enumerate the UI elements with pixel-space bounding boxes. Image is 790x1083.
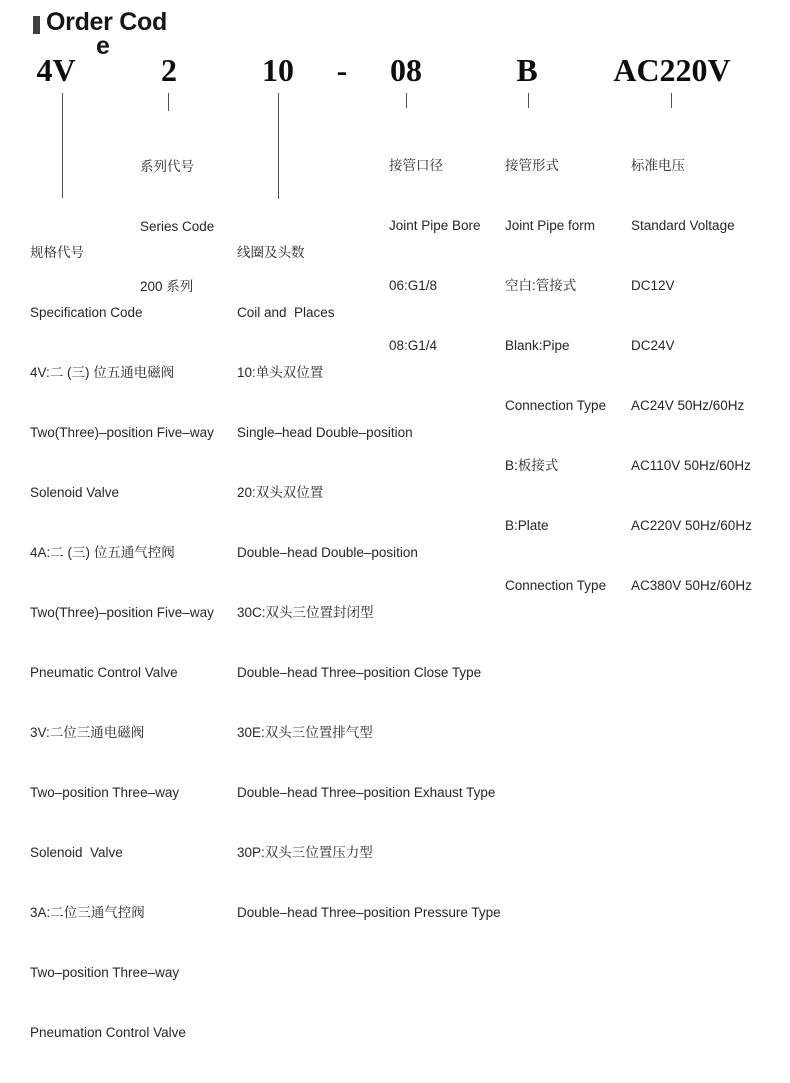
text-line: 空白:管接式: [505, 278, 577, 293]
code-token-series: 2: [161, 52, 177, 88]
column-joint-pipe-form: [505, 116, 606, 636]
title-marker-icon: [33, 16, 40, 34]
text-line: 4A:二 (三) 位五通气控阀: [30, 545, 175, 560]
text-line: Connection Type: [505, 578, 607, 593]
connector-line-form: [528, 93, 529, 108]
connector-line-bore: [406, 93, 407, 108]
code-token-form: B: [516, 52, 538, 88]
text-line: 08:G1/4: [389, 338, 438, 353]
text-line: Pneumatic Control Valve: [30, 665, 178, 680]
text-line: Joint Pipe form: [505, 218, 596, 233]
text-line: Solenoid Valve: [30, 485, 120, 500]
code-token-coil: 10: [262, 52, 294, 88]
text-line: 线圈及头数: [237, 245, 305, 260]
text-line: 4V:二 (三) 位五通电磁阀: [30, 365, 175, 380]
text-line: 20:双头双位置: [237, 485, 324, 500]
text-line: 规格代号: [30, 245, 84, 260]
text-line: Two–position Three–way: [30, 965, 180, 980]
text-line: 3A:二位三通气控阀: [30, 905, 145, 920]
text-line: B:板接式: [505, 458, 559, 473]
connector-line-series: [168, 93, 169, 111]
text-line: 06:G1/8: [389, 278, 438, 293]
text-line: Connection Type: [505, 398, 607, 413]
text-line: 200 系列: [140, 279, 194, 294]
text-line: AC380V 50Hz/60Hz: [631, 578, 752, 593]
column-standard-voltage: [631, 116, 752, 636]
code-token-voltage: AC220V: [613, 52, 731, 88]
text-line: 30P:双头三位置压力型: [237, 845, 373, 860]
text-line: Double–head Three–position Close Type: [237, 665, 482, 680]
text-line: Joint Pipe Bore: [389, 218, 481, 233]
text-line: Solenoid Valve: [30, 845, 123, 860]
code-token-specification: 4V: [36, 52, 76, 88]
text-line: Series Code: [140, 219, 215, 234]
text-line: Standard Voltage: [631, 218, 735, 233]
text-line: B:Plate: [505, 518, 549, 533]
page-title-overflow: e: [96, 32, 110, 60]
connector-line-specification: [62, 93, 63, 198]
text-line: Double–head Three–position Exhaust Type: [237, 785, 496, 800]
text-line: Double–head Double–position: [237, 545, 418, 560]
text-line: Double–head Three–position Pressure Type: [237, 905, 501, 920]
text-line: AC24V 50Hz/60Hz: [631, 398, 745, 413]
text-line: 接管形式: [505, 158, 559, 173]
column-coil-and-places: [237, 203, 501, 963]
text-line: 标准电压: [631, 158, 685, 173]
text-line: Single–head Double–position: [237, 425, 413, 440]
text-line: Pneumation Control Valve: [30, 1025, 186, 1040]
text-line: Blank:Pipe: [505, 338, 570, 353]
column-specification-code: [30, 203, 214, 1083]
connector-line-coil: [278, 93, 279, 199]
text-line: 30E:双头三位置排气型: [237, 725, 373, 740]
code-token-hyphen: -: [336, 52, 348, 88]
text-line: DC12V: [631, 278, 675, 293]
code-token-bore: 08: [390, 52, 422, 88]
text-line: Coil and Places: [237, 305, 335, 320]
text-line: 3V:二位三通电磁阀: [30, 725, 145, 740]
text-line: 10:单头双位置: [237, 365, 324, 380]
text-line: 接管口径: [389, 158, 443, 173]
connector-line-voltage: [671, 93, 672, 108]
text-line: 30C:双头三位置封闭型: [237, 605, 374, 620]
text-line: Two(Three)–position Five–way: [30, 605, 214, 620]
text-line: DC24V: [631, 338, 675, 353]
text-line: AC110V 50Hz/60Hz: [631, 458, 751, 473]
text-line: AC220V 50Hz/60Hz: [631, 518, 752, 533]
text-line: Specification Code: [30, 305, 143, 320]
page-title: Order Cod: [46, 8, 167, 36]
text-line: Two–position Three–way: [30, 785, 180, 800]
text-line: Two(Three)–position Five–way: [30, 425, 214, 440]
text-line: 系列代号: [140, 159, 194, 174]
